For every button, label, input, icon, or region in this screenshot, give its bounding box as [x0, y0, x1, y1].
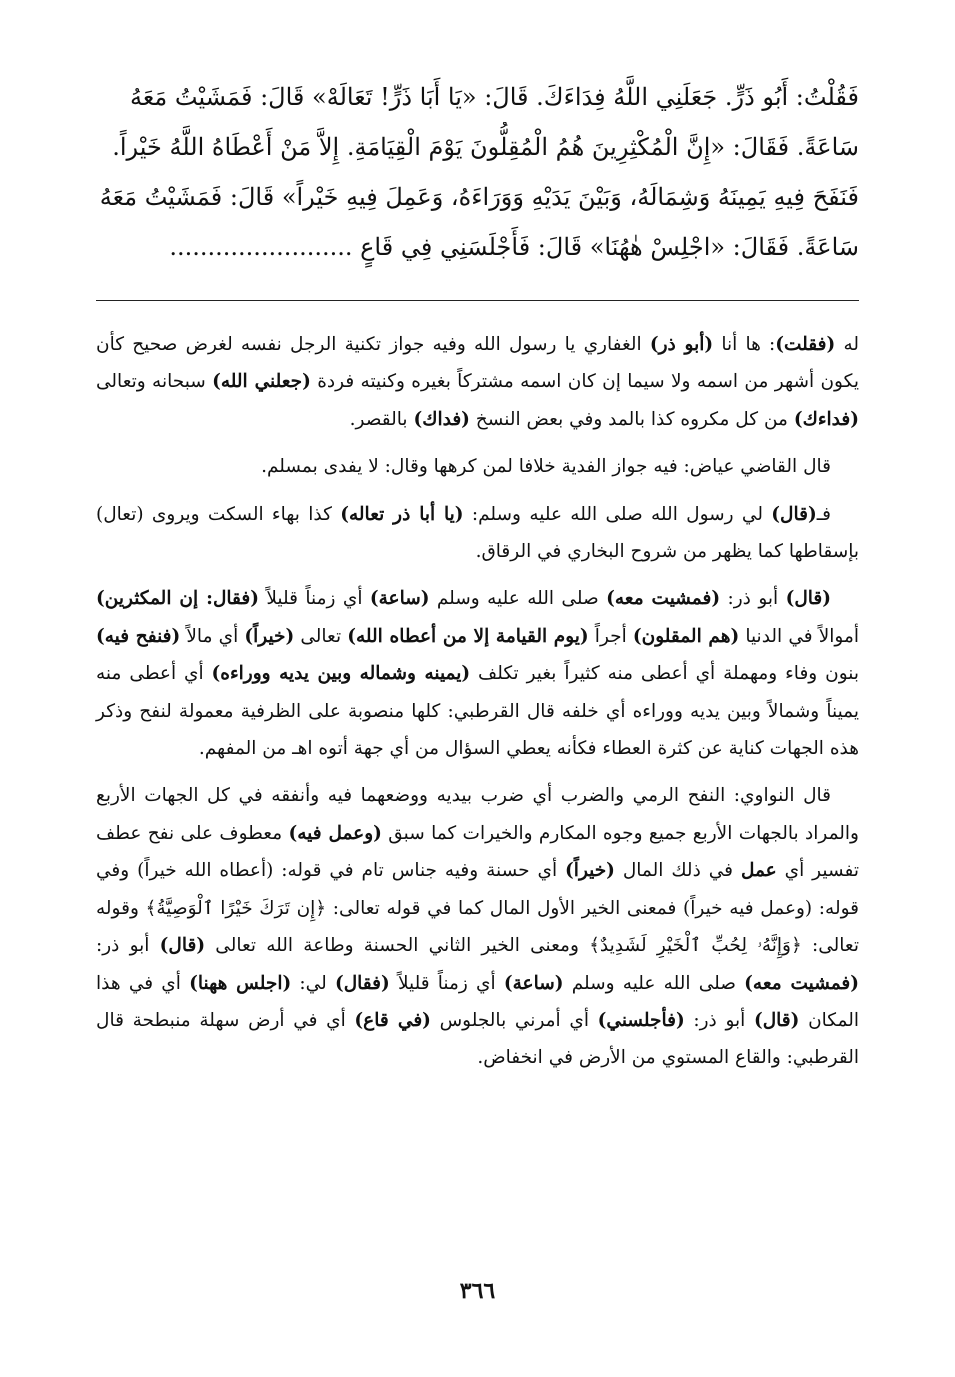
text-run: أي في هذا المكان [96, 972, 859, 1031]
commentary [96, 326, 859, 1087]
bold-phrase: (فداك) [413, 408, 470, 430]
bold-phrase: (قال) [159, 935, 206, 957]
commentary-paragraph [96, 448, 859, 485]
bold-phrase: (أبو ذر) [649, 334, 714, 355]
bold-phrase: (قال) [771, 503, 817, 525]
hadith-line [96, 222, 859, 272]
text-run: أبو ذر: [96, 935, 160, 957]
text-run: بنون وفاء ومهملة أي أعطى منه كثيراً بغير تكلف [470, 663, 859, 685]
text-run: أموالاً في الدنيا [739, 625, 859, 647]
bold-phrase: (فقلت) [775, 334, 836, 355]
bold-phrase: (في قاع) [354, 1009, 431, 1031]
bold-phrase: (هم المقلون) [632, 625, 740, 647]
text-run: له [835, 334, 860, 355]
text-run: صلى الله عليه وسلم [563, 972, 745, 994]
commentary-paragraph [96, 326, 859, 438]
bold-phrase: (فأجلسني) [597, 1009, 685, 1031]
text-run: سبحانه وتعالى [96, 371, 213, 393]
commentary-paragraph [96, 496, 859, 571]
bold-phrase: (وعمل فيه) [288, 822, 382, 844]
text-run: قال النواوي: النفح الرمي والضرب أي ضرب بيديه ووضعهما فيه وأنفقه في كل الجهات الأربع والمراد بالجهات الأربع جميع وجوه المكارم والخيرات كما سبق [96, 785, 859, 844]
bold-phrase: عمل [740, 860, 777, 882]
page-number: ٣٦٦ [459, 1278, 496, 1304]
bold-phrase: (يا أبا ذر تعاله) [340, 503, 464, 525]
text-run: صلى الله عليه وسلم [429, 588, 607, 610]
hadith-line-text: سَاعَةً. فَقَالَ: «اجْلِسْ هٰهُنَا» قَالَ: فَأَجْلَسَنِي فِي قَاعٍ [360, 233, 859, 261]
text-run: : ها أنا [713, 334, 776, 355]
bold-phrase: (ساعة) [369, 588, 430, 610]
text-run: أجراً [588, 625, 633, 647]
text-run: في ذلك المال [614, 860, 741, 882]
text-run: لي: [291, 972, 335, 994]
text-run: أي مالاً [180, 625, 245, 647]
text-run: وقوله تعالى: [96, 897, 859, 957]
text-run: أبو ذر: [720, 588, 786, 610]
hadith-line: سَاعَةً. فَقَالَ: «إِنَّ الْمُكْثِرِينَ هُمُ الْمُقِلُّونَ يَوْمَ الْقِيَامَةِ. إِلاَّ مَنْ أَعْطَاهُ اللَّهُ خَيْراً. [112, 133, 859, 161]
text-run: كذا بهاء السكت ويروى (تعال) بإسقاطها كما يظهر من شروح البخاري في الرقاق. [96, 503, 859, 563]
text-run: أي أعطى منه يميناً وشمالاً وبين يديه ووراءه أي خلفه قال القرطبي: كلها منصوبة على الظرفية معمولة لنفح وذكر هذه الجهات كناية عن كثرة العطاء فكأنه يعطي السؤال من أي جهة أتوه اهـ من المفهم. [96, 663, 859, 760]
text-run: تعالى [294, 625, 348, 647]
bold-phrase: (فنفح فيه) [96, 625, 181, 647]
text-run: أي زمناً قليلاً [258, 588, 370, 610]
quran-verse: ﴿وَإِنَّهُۥ لِحُبِّ ٱلْخَيْرِ لَشَدِيدٌ﴾ [589, 935, 802, 957]
commentary-paragraph [96, 777, 859, 1076]
text-run: أي زمناً قليلاً [389, 972, 504, 994]
bold-phrase: (يوم القيامة إلا من أعطاه الله) [347, 625, 589, 647]
bold-phrase: (قال) [753, 1009, 800, 1031]
text-run: قال القاضي عياض: فيه جواز الفدية خلافا لمن كرهها وقال: لا يفدى بمسلم. [261, 456, 831, 478]
bold-phrase: (خيراً) [565, 860, 615, 882]
quran-verse: ﴿إِن تَرَكَ خَيْرًا ٱلْوَصِيَّةُ﴾ [145, 897, 327, 919]
text-run: معطوف على نفح عطف تفسير أي [96, 822, 859, 882]
bold-phrase: (فمشيت معه) [606, 588, 721, 610]
commentary-paragraph [96, 580, 859, 767]
text-run: الغفاري يا رسول الله وفيه جواز تكنية الرجل نفسه لغرض صحيح كأن يكون أشهر من اسمه ولا سيما إن كان اسمه مشتركاً بغيره وكنيته فردة [96, 334, 859, 393]
text-run: ومعنى الخير الثاني الحسنة وطاعة الله تعالى [205, 935, 590, 957]
bold-phrase: (يمينه وشماله وبين يديه ووراءه) [211, 663, 471, 685]
hadith-line: فَنَفَحَ فِيهِ يَمِينَهُ وَشِمَالَهُ، وَبَيْنَ يَدَيْهِ وَوَرَاءَهُ، وَعَمِلَ فِيهِ خَيْراً» قَالَ: فَمَشَيْتُ مَعَهُ [99, 183, 859, 211]
continuation-dots: ........................ [169, 233, 353, 261]
bold-phrase: (اجلس ههنا) [189, 972, 292, 994]
text-run: بالقصر. [349, 408, 414, 430]
text-run: أي في أرض سهلة منبطحة قال القرطبي: والقاع المستوي من الأرض في انخفاض. [96, 1009, 859, 1069]
footnote-divider [96, 300, 859, 301]
text-run: لي رسول الله صلى الله عليه وسلم: [463, 503, 772, 525]
text-run: أبو ذر: [684, 1009, 754, 1031]
hadith-line: فَقُلْتُ: أَبُو ذَرٍّ. جَعَلَنِي اللَّهُ فِدَاءَكَ. قَالَ: «يَا أَبَا ذَرٍّ! تَعَالَهْ» قَالَ: فَمَشَيْتُ مَعَهُ [129, 83, 859, 111]
bold-phrase: (جعلني الله) [212, 371, 311, 393]
text-run: أي أمرني بالجلوس [430, 1009, 598, 1031]
bold-phrase: (فقال: إن المكثرين) [96, 588, 259, 610]
bold-phrase: (ساعة) [503, 972, 564, 994]
bold-phrase: (خيراً) [244, 625, 295, 647]
hadith-text [96, 72, 859, 272]
text-run: أي حسنة وفيه جناس تام في قوله: (أعطاه الله خيراً) وفي قوله: (وعمل فيه خيراً) فمعنى الخير الأول المال كما في قوله تعالى: [96, 860, 859, 919]
text-run: فـ [816, 503, 831, 525]
bold-phrase: (فقال) [334, 972, 390, 994]
bold-phrase: (فداءك) [793, 408, 859, 430]
bold-phrase: (فمشيت معه) [744, 972, 859, 994]
bold-phrase: (قال) [785, 588, 831, 610]
text-run: من كل مكروه كذا بالمد وفي بعض النسخ [469, 408, 794, 430]
